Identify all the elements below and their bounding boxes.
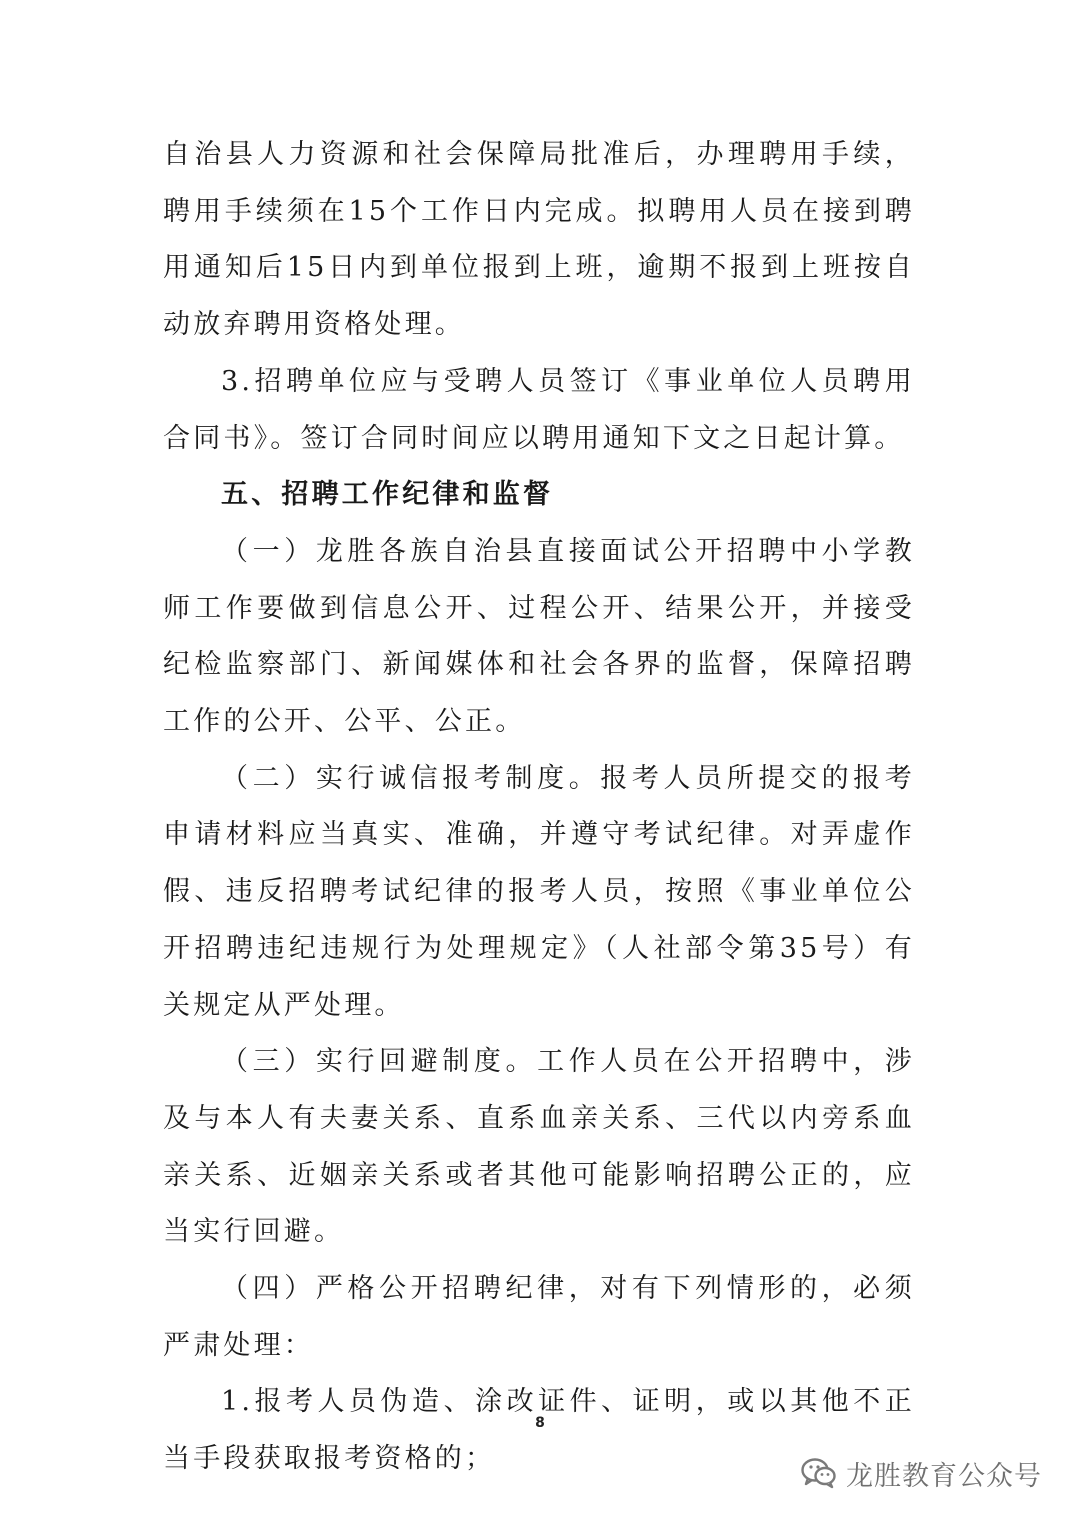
watermark-text: 龙胜教育公众号 [846,1460,1042,1492]
body-paragraph: （四）严格公开招聘纪律，对有下列情形的，必须严肃处理： [163,1273,915,1361]
body-paragraph: （三）实行回避制度。工作人员在公开招聘中，涉及与本人有夫妻关系、直系血亲关系、三代以内旁系血亲关系、近姻亲关系或者其他可能影响招聘公正的，应当实行回避。 [163,1046,915,1248]
body-paragraph: 自治县人力资源和社会保障局批准后，办理聘用手续，聘用手续须在15个工作日内完成。拟聘用人员在接到聘用通知后15日内到单位报到上班，逾期不报到上班按自动放弃聘用资格处理。 [163,139,915,341]
wechat-icon [800,1457,838,1489]
body-paragraph: 3.招聘单位应与受聘人员签订《事业单位人员聘用合同书》。签订合同时间应以聘用通知下文之日起计算。 [163,365,915,454]
page-number: 8 [535,1415,545,1431]
wechat-watermark [800,1453,1042,1493]
section-heading: 五、招聘工作纪律和监督 [221,479,554,511]
body-paragraph: 1.报考人员伪造、涂改证件、证明，或以其他不正当手段获取报考资格的； [163,1386,915,1475]
document-body [163,127,915,1488]
body-paragraph: （二）实行诚信报考制度。报考人员所提交的报考申请材料应当真实、准确，并遵守考试纪律。对弄虚作假、违反招聘考试纪律的报考人员，按照《事业单位公开招聘违纪违规行为处理规定》（人社部令第35号）有关规定从严处理。 [163,762,915,1021]
body-paragraph: （一）龙胜各族自治县直接面试公开招聘中小学教师工作要做到信息公开、过程公开、结果公开，并接受纪检监察部门、新闻媒体和社会各界的监督，保障招聘工作的公开、公平、公正。 [163,535,915,738]
